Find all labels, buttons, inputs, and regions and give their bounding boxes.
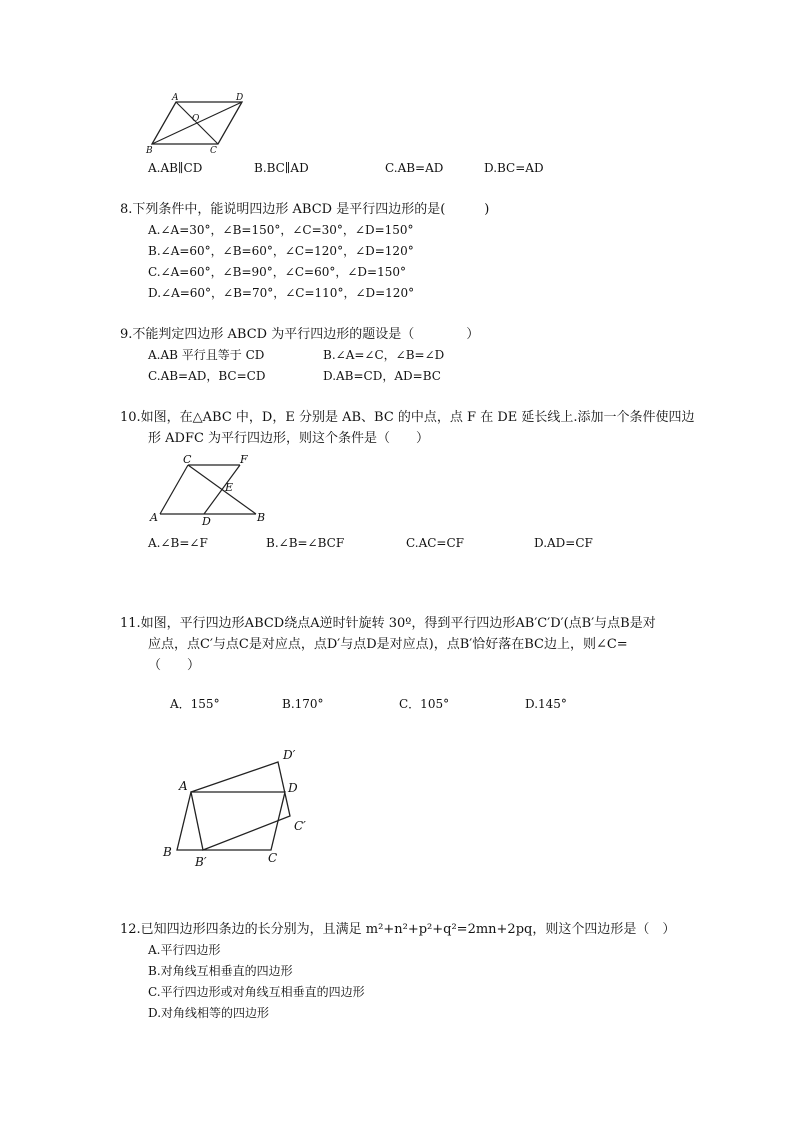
q10-stem-line1: 10.如图，在△ABC 中，D，E 分别是 AB、BC 的中点，点 F 在 DE 延长线上.添加一个条件使四边	[120, 410, 695, 425]
q11-stem-line2: 应点，点C′与点C是对应点，点D′与点D是对应点)，点B′恰好落在BC边上，则∠C=	[148, 637, 628, 652]
q9-option-a[interactable]: A.AB 平行且等于 CD	[148, 348, 265, 362]
fig11-label-c: C	[268, 851, 278, 865]
q7-option-a[interactable]: A.AB∥CD	[148, 161, 203, 175]
q10-option-d[interactable]: D.AD=CF	[534, 536, 593, 550]
q8-option-c[interactable]: C.∠A=60°，∠B=90°，∠C=60°，∠D=150°	[148, 265, 407, 279]
q7-option-b[interactable]: B.BC∥AD	[254, 161, 309, 175]
fig10-label-e: E	[225, 481, 234, 494]
fig10-label-a: A	[150, 511, 158, 524]
q8-option-b[interactable]: B.∠A=60°，∠B=60°，∠C=120°，∠D=120°	[148, 244, 414, 258]
fig11-label-d: D	[288, 781, 298, 795]
q11-stem-line1: 11.如图，平行四边形ABCD绕点A逆时针旋转 30º，得到平行四边形AB′C′D′(点B′与点B是对	[120, 616, 656, 631]
fig10-label-f: F	[240, 453, 248, 466]
q9-option-c[interactable]: C.AB=AD，BC=CD	[148, 369, 266, 383]
triangle-figure-q10	[150, 455, 280, 530]
q12-option-a[interactable]: A.平行四边形	[148, 943, 221, 957]
fig7-label-a: A	[172, 93, 179, 103]
fig11-label-b-prime: B′	[195, 855, 207, 869]
q12-option-c[interactable]: C.平行四边形或对角线互相垂直的四边形	[148, 985, 365, 999]
q7-option-c[interactable]: C.AB=AD	[385, 161, 444, 175]
fig7-label-c: C	[210, 146, 217, 156]
q9-option-b[interactable]: B.∠A=∠C，∠B=∠D	[323, 348, 445, 362]
q12-stem: 12.已知四边形四条边的长分别为，且满足 m²+n²+p²+q²=2mn+2pq，则这个四边形是（ ）	[120, 922, 676, 937]
fig11-label-c-prime: C′	[294, 819, 306, 833]
fig11-label-d-prime: D′	[283, 748, 296, 762]
fig7-label-o: O	[192, 114, 200, 124]
q10-stem-line2: 形 ADFC 为平行四边形，则这个条件是（ ）	[148, 431, 430, 446]
q7-option-d[interactable]: D.BC=AD	[484, 161, 544, 175]
fig7-label-b: B	[146, 146, 153, 156]
q12-option-d[interactable]: D.对角线相等的四边形	[148, 1006, 270, 1020]
fig7-label-d: D	[236, 93, 244, 103]
fig10-label-d: D	[202, 515, 211, 528]
fig11-label-a: A	[179, 779, 188, 793]
rotated-parallelogram-figure-q11	[160, 750, 320, 870]
q11-option-d[interactable]: D.145°	[525, 697, 567, 711]
q8-option-d[interactable]: D.∠A=60°，∠B=70°，∠C=110°，∠D=120°	[148, 286, 415, 300]
q9-stem: 9.不能判定四边形 ABCD 为平行四边形的题设是（ ）	[120, 327, 480, 342]
q11-option-b[interactable]: B.170°	[282, 697, 324, 711]
fig11-label-b: B	[163, 845, 172, 859]
parallelogram-figure-q7	[140, 92, 250, 156]
q10-option-b[interactable]: B.∠B=∠BCF	[266, 536, 345, 550]
q8-stem: 8.下列条件中，能说明四边形 ABCD 是平行四边形的是( )	[120, 202, 490, 217]
q12-option-b[interactable]: B.对角线互相垂直的四边形	[148, 964, 293, 978]
q9-option-d[interactable]: D.AB=CD，AD=BC	[323, 369, 441, 383]
q11-stem-line3: （ ）	[148, 658, 201, 673]
q8-option-a[interactable]: A.∠A=30°，∠B=150°，∠C=30°，∠D=150°	[148, 223, 414, 237]
q11-option-a[interactable]: A．155°	[170, 697, 220, 711]
q10-option-c[interactable]: C.AC=CF	[406, 536, 464, 550]
fig10-label-b: B	[257, 511, 266, 524]
q10-option-a[interactable]: A.∠B=∠F	[148, 536, 208, 550]
q11-option-c[interactable]: C．105°	[399, 697, 450, 711]
fig10-label-c: C	[183, 453, 192, 466]
